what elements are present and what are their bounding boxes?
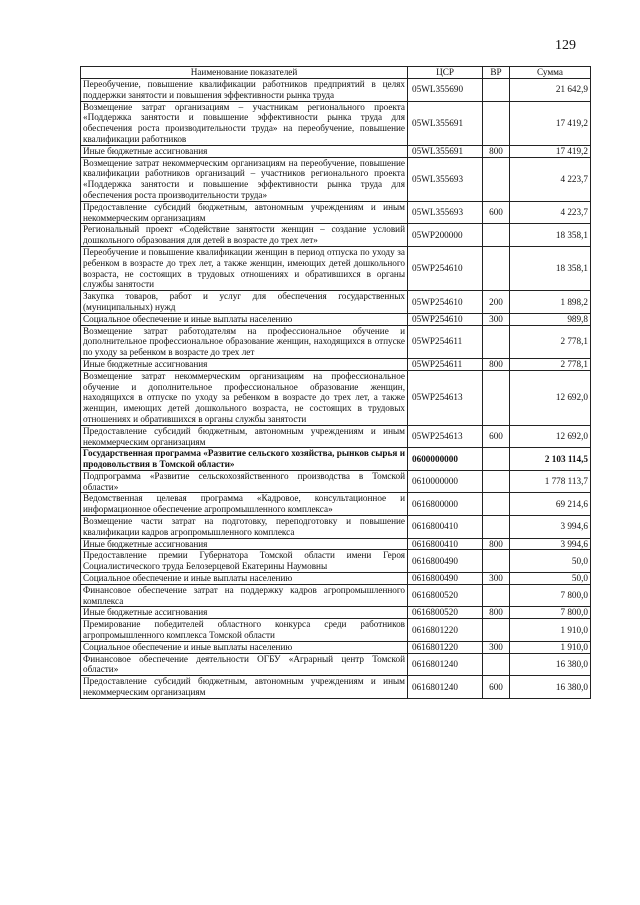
row-csr: 05WL355691: [408, 101, 483, 145]
row-name: Иные бюджетные ассигнования: [81, 358, 408, 370]
row-amount: 18 358,1: [510, 224, 591, 247]
row-name: Премирование победителей областного конкурса среди работников агропромышленного комплекса Томской области: [81, 619, 408, 642]
row-name: Переобучение и повышение квалификации женщин в период отпуска по уходу за ребенком в возрасте до трех лет, а также женщин, имеющих детей дошкольного возраста, не состоящих в трудовых отношениях и обратившихся в органы службы занятости: [81, 246, 408, 290]
row-name: Предоставление субсидий бюджетным, автономным учреждениям и иным некоммерческим организациям: [81, 425, 408, 448]
row-vr: [483, 448, 510, 471]
table-row: [81, 358, 591, 370]
row-vr: [483, 470, 510, 493]
page-number: 129: [555, 38, 576, 53]
row-vr: 300: [483, 573, 510, 585]
row-csr: 05WL355693: [408, 201, 483, 224]
table-row: [81, 425, 591, 448]
row-csr: 0610000000: [408, 470, 483, 493]
table-row: [81, 145, 591, 157]
row-amount: 18 358,1: [510, 246, 591, 290]
row-amount: 50,0: [510, 573, 591, 585]
row-name: Предоставление субсидий бюджетным, автономным учреждениям и иным некоммерческим организациям: [81, 201, 408, 224]
row-vr: [483, 325, 510, 358]
row-vr: 200: [483, 291, 510, 314]
row-vr: [483, 224, 510, 247]
row-name: Финансовое обеспечение деятельности ОГБУ «Аграрный центр Томской области»: [81, 653, 408, 676]
row-amount: 1 898,2: [510, 291, 591, 314]
row-vr: [483, 79, 510, 102]
row-amount: 2 778,1: [510, 325, 591, 358]
table-row: [81, 325, 591, 358]
row-vr: 800: [483, 358, 510, 370]
row-csr: 05WP254610: [408, 313, 483, 325]
row-amount: 3 994,6: [510, 516, 591, 539]
row-amount: 17 419,2: [510, 101, 591, 145]
row-vr: 800: [483, 538, 510, 550]
row-csr: 0616800520: [408, 607, 483, 619]
table-row: [81, 224, 591, 247]
row-name: Возмещение затрат некоммерческим организациям на переобучение, повышение квалификации работников организаций – участников регионального проекта «Поддержка занятости и повышение эффективности рынка труда для обеспечения роста производительности труда»: [81, 157, 408, 201]
row-name: Возмещение затрат организациям – участникам регионального проекта «Поддержка занятости и повышение эффективности рынка труда для обеспечения роста производительности труда» на переобучение, повышение квалификации работников: [81, 101, 408, 145]
row-name: Переобучение, повышение квалификации работников предприятий в целях поддержки занятости и повышения эффективности рынка труда: [81, 79, 408, 102]
row-csr: 0616800410: [408, 516, 483, 539]
row-name: Закупка товаров, работ и услуг для обеспечения государственных (муниципальных) нужд: [81, 291, 408, 314]
table-row: [81, 550, 591, 573]
table-row: [81, 101, 591, 145]
row-csr: 05WL355691: [408, 145, 483, 157]
row-vr: [483, 101, 510, 145]
row-amount: 17 419,2: [510, 145, 591, 157]
table-row: [81, 79, 591, 102]
header-vr: ВР: [483, 67, 510, 79]
row-csr: 05WP254611: [408, 325, 483, 358]
row-name: Социальное обеспечение и иные выплаты населению: [81, 641, 408, 653]
table-row: [81, 653, 591, 676]
row-name: Социальное обеспечение и иные выплаты населению: [81, 573, 408, 585]
table-row: [81, 641, 591, 653]
row-vr: 600: [483, 201, 510, 224]
row-vr: [483, 157, 510, 201]
row-name: Иные бюджетные ассигнования: [81, 607, 408, 619]
row-amount: 69 214,6: [510, 493, 591, 516]
row-amount: 2 778,1: [510, 358, 591, 370]
row-name: Иные бюджетные ассигнования: [81, 538, 408, 550]
table-row: [81, 313, 591, 325]
row-vr: 800: [483, 607, 510, 619]
row-csr: 0616801240: [408, 653, 483, 676]
row-name: Иные бюджетные ассигнования: [81, 145, 408, 157]
row-vr: [483, 516, 510, 539]
row-csr: 0616801220: [408, 641, 483, 653]
row-csr: 05WP254610: [408, 246, 483, 290]
row-vr: [483, 584, 510, 607]
row-vr: 800: [483, 145, 510, 157]
row-amount: 7 800,0: [510, 607, 591, 619]
row-name: Предоставление субсидий бюджетным, автономным учреждениям и иным некоммерческим организациям: [81, 676, 408, 699]
row-csr: 0616800000: [408, 493, 483, 516]
row-amount: 4 223,7: [510, 201, 591, 224]
row-vr: [483, 370, 510, 425]
row-vr: 600: [483, 676, 510, 699]
row-csr: 0616800490: [408, 573, 483, 585]
header-csr: ЦСР: [408, 67, 483, 79]
row-amount: 16 380,0: [510, 653, 591, 676]
table-row: [81, 157, 591, 201]
table-row: [81, 493, 591, 516]
row-amount: 2 103 114,5: [510, 448, 591, 471]
row-csr: 05WP254611: [408, 358, 483, 370]
row-csr: 0616800520: [408, 584, 483, 607]
budget-table: [80, 66, 591, 699]
row-name: Предоставление премии Губернатора Томской области имени Героя Социалистического труда Белозерцевой Екатерины Наумовны: [81, 550, 408, 573]
row-vr: [483, 653, 510, 676]
row-amount: 21 642,9: [510, 79, 591, 102]
row-name: Государственная программа «Развитие сельского хозяйства, рынков сырья и продовольствия в Томской области»: [81, 448, 408, 471]
row-csr: 0616800490: [408, 550, 483, 573]
row-name: Ведомственная целевая программа «Кадровое, консультационное и информационное обеспечение агропромышленного комплекса»: [81, 493, 408, 516]
row-amount: 1 778 113,7: [510, 470, 591, 493]
table-row: [81, 619, 591, 642]
row-amount: 7 800,0: [510, 584, 591, 607]
row-amount: 16 380,0: [510, 676, 591, 699]
table-row: [81, 201, 591, 224]
table-row: [81, 607, 591, 619]
row-amount: 12 692,0: [510, 425, 591, 448]
table-row: [81, 470, 591, 493]
row-csr: 0616800410: [408, 538, 483, 550]
table-row: [81, 573, 591, 585]
row-vr: [483, 246, 510, 290]
row-amount: 1 910,0: [510, 619, 591, 642]
table-body: [81, 79, 591, 699]
table-row: [81, 246, 591, 290]
table-row: [81, 448, 591, 471]
row-name: Социальное обеспечение и иные выплаты населению: [81, 313, 408, 325]
row-vr: 300: [483, 313, 510, 325]
row-amount: 3 994,6: [510, 538, 591, 550]
row-name: Возмещение затрат некоммерческим организациям на профессиональное обучение и дополнительное профессиональное образование женщин, находящихся в отпуске по уходу за ребенком в возрасте до трех лет, а также женщин, имеющих детей дошкольного возраста, не состоящих в трудовых отношениях и обратившихся в органы службы занятости: [81, 370, 408, 425]
row-csr: 05WP254613: [408, 425, 483, 448]
row-amount: 12 692,0: [510, 370, 591, 425]
row-amount: 50,0: [510, 550, 591, 573]
row-vr: [483, 493, 510, 516]
table-row: [81, 370, 591, 425]
row-csr: 05WL355693: [408, 157, 483, 201]
row-vr: 300: [483, 641, 510, 653]
table-row: [81, 538, 591, 550]
header-amount: Сумма: [510, 67, 591, 79]
row-amount: 989,8: [510, 313, 591, 325]
row-name: Финансовое обеспечение затрат на поддержку кадров агропромышленного комплекса: [81, 584, 408, 607]
row-csr: 05WP254613: [408, 370, 483, 425]
row-csr: 0600000000: [408, 448, 483, 471]
table-row: [81, 291, 591, 314]
row-vr: 600: [483, 425, 510, 448]
row-amount: 4 223,7: [510, 157, 591, 201]
row-name: Подпрограмма «Развитие сельскохозяйственного производства в Томской области»: [81, 470, 408, 493]
row-csr: 0616801220: [408, 619, 483, 642]
row-name: Возмещение части затрат на подготовку, переподготовку и повышение квалификации кадров агропромышленного комплекса: [81, 516, 408, 539]
row-csr: 0616801240: [408, 676, 483, 699]
row-csr: 05WP254610: [408, 291, 483, 314]
row-amount: 1 910,0: [510, 641, 591, 653]
row-name: Региональный проект «Содействие занятости женщин – создание условий дошкольного образования для детей в возрасте до трех лет»: [81, 224, 408, 247]
row-csr: 05WL355690: [408, 79, 483, 102]
row-csr: 05WP200000: [408, 224, 483, 247]
table-row: [81, 676, 591, 699]
table-row: [81, 516, 591, 539]
row-name: Возмещение затрат работодателям на профессиональное обучение и дополнительное профессиональное образование женщин, находящихся в отпуске по уходу за ребенком в возрасте до трех лет: [81, 325, 408, 358]
row-vr: [483, 619, 510, 642]
header-name: Наименование показателей: [81, 67, 408, 79]
row-vr: [483, 550, 510, 573]
table-header-row: [81, 67, 591, 79]
table-row: [81, 584, 591, 607]
